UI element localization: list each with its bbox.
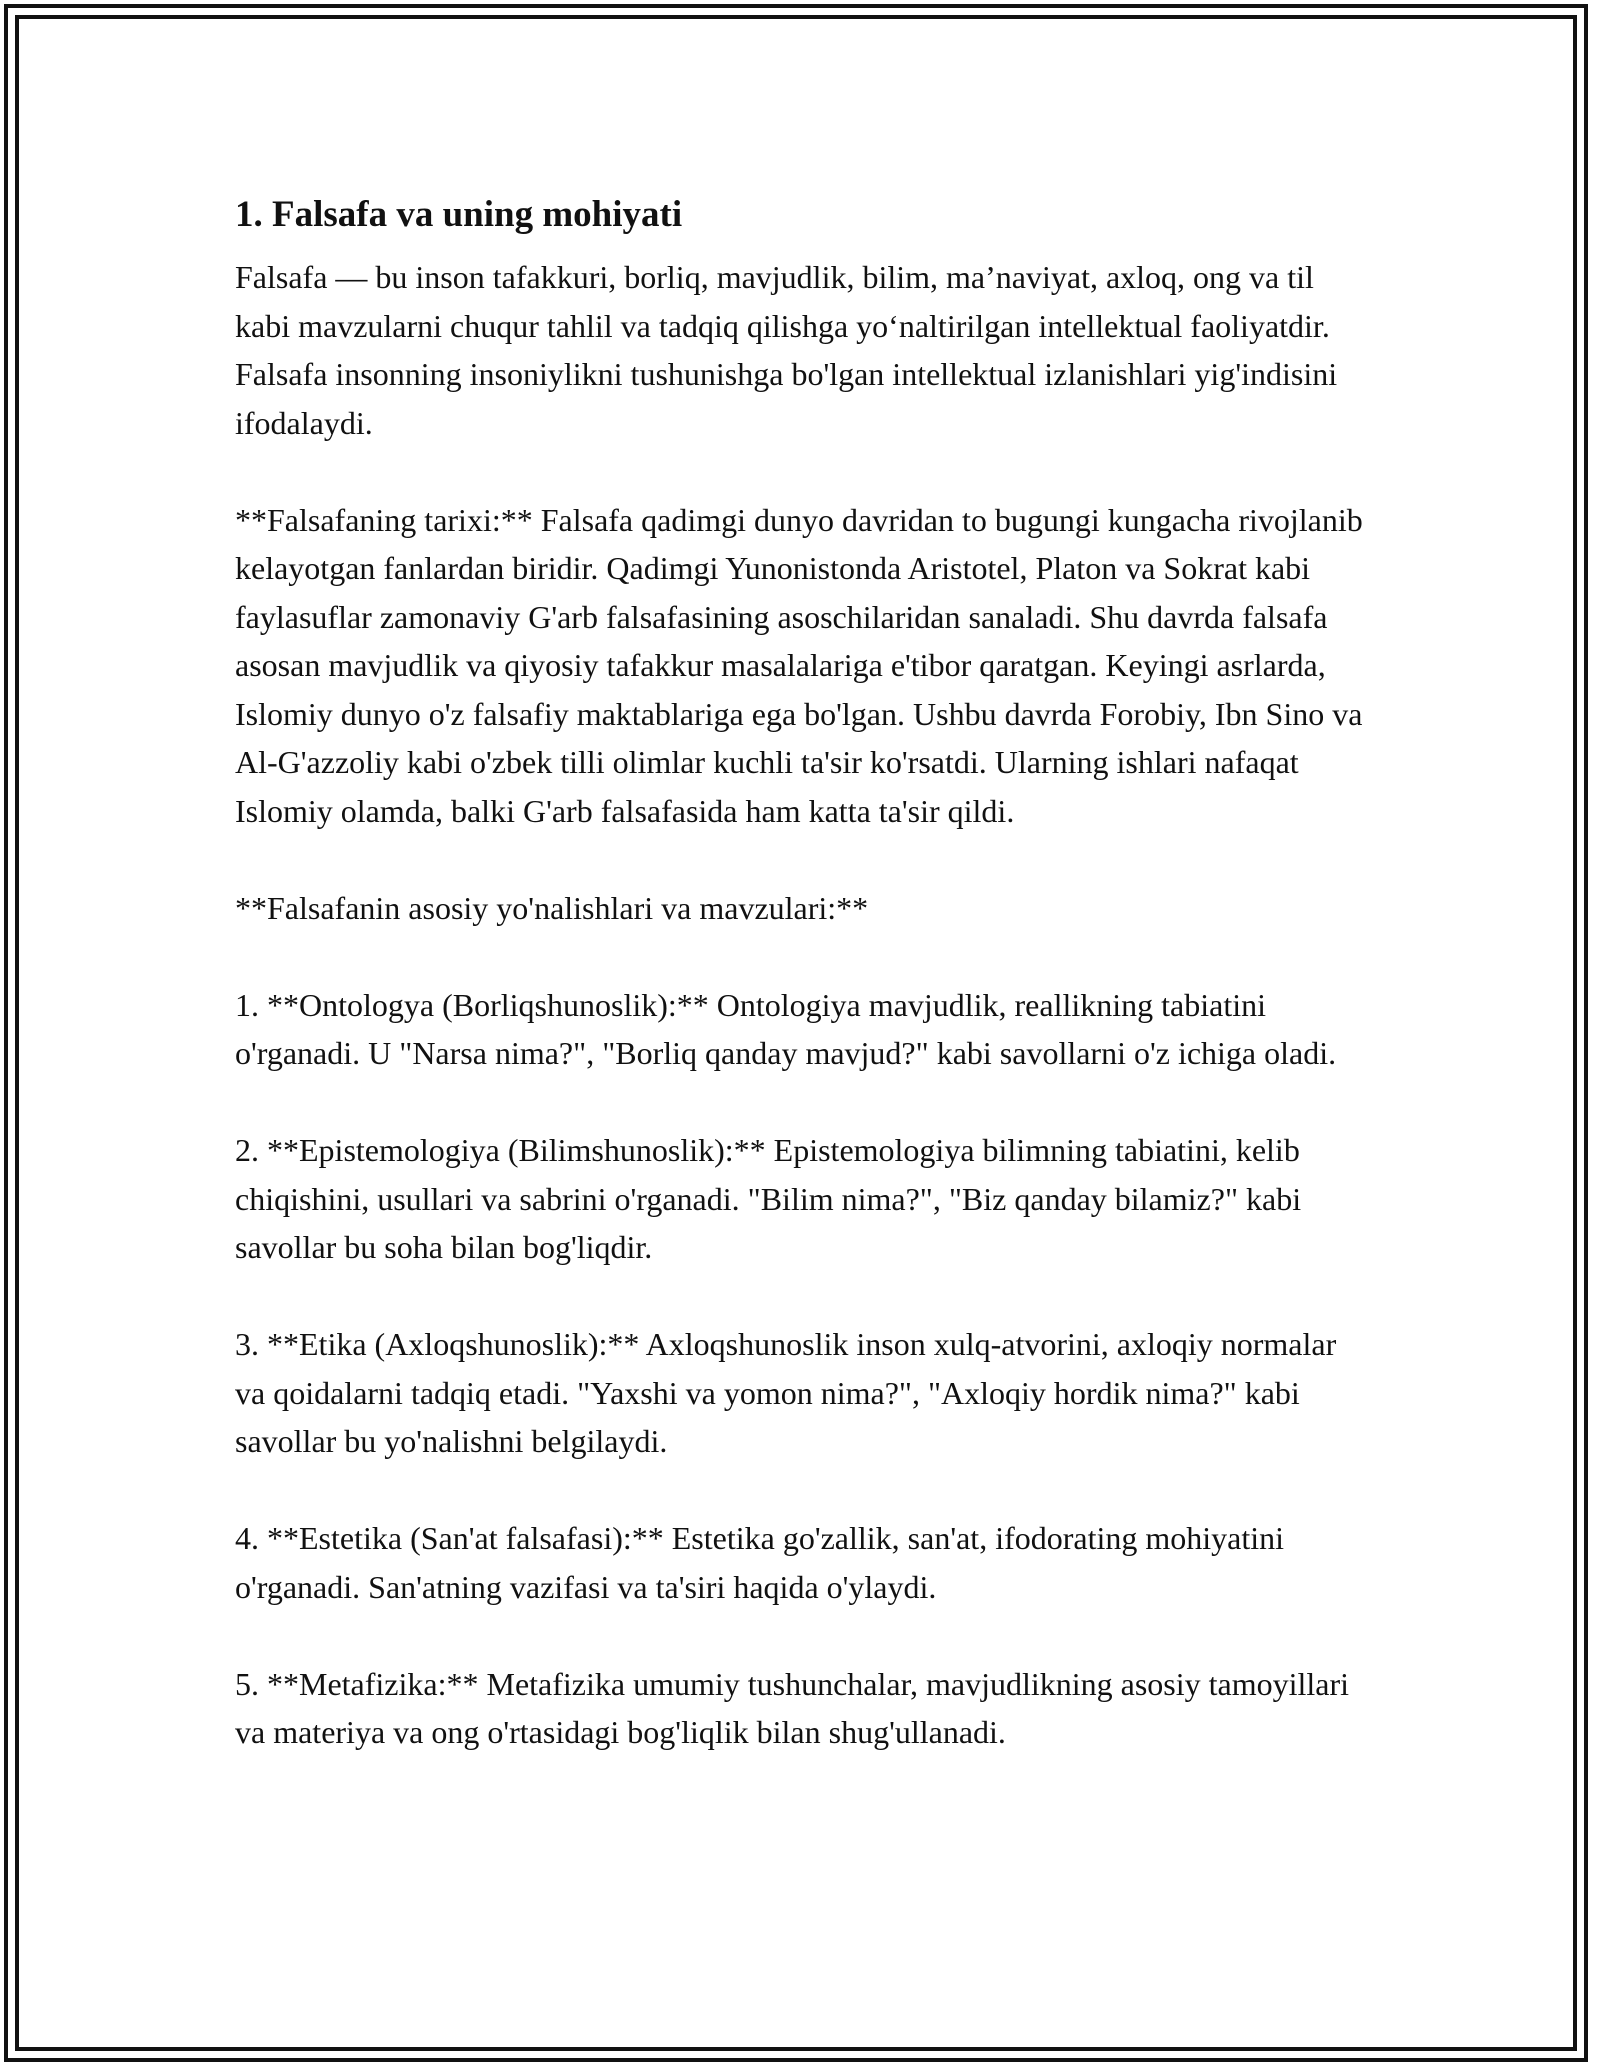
list-item-epistemology: 2. **Epistemologiya (Bilimshunoslik):** Epistemologiya bilimning tabiatini, kelib chiqishini, usullari va sabrini o'rganadi. "Bilim nima?", "Biz qanday bilamiz?" kabi savollar bu soha bilan bog'liqdir. [235, 1132, 1302, 1265]
document-body [235, 185, 1365, 1757]
list-item-ethics: 3. **Etika (Axloqshunoslik):** Axloqshunoslik inson xulq-atvorini, axloqiy normalar va qoidalarni tadqiq etadi. "Yaxshi va yomon nima?", "Axloqiy hordik nima?" kabi savollar bu yo'nalishni belgilaydi. [235, 1326, 1337, 1459]
list-item-ontology: 1. **Ontologya (Borliqshunoslik):** Ontologiya mavjudlik, reallikning tabiatini o'rganadi. U "Narsa nima?", "Borliq qanday mavjud?" kabi savollarni o'z ichiga oladi. [235, 986, 1337, 1071]
section-heading: 1. Falsafa va uning mohiyati [235, 194, 683, 235]
branches-heading-paragraph: **Falsafanin asosiy yo'nalishlari va mavzulari:** [235, 889, 869, 926]
list-item-aesthetics: 4. **Estetika (San'at falsafasi):** Estetika go'zallik, san'at, ifodorating mohiyatini o'rganadi. San'atning vazifasi va ta'siri haqida o'ylaydi. [235, 1520, 1285, 1605]
intro-paragraph: Falsafa — bu inson tafakkuri, borliq, mavjudlik, bilim, ma’naviyat, axloq, ong va til kabi mavzularni chuqur tahlil va tadqiq qilishga yo‘naltirilgan intellektual faoliyatdir. Falsafa insonning insoniylikni tushunishga bo'lgan intellektual izlanishlari yig'indisini ifodalaydi. [235, 259, 1338, 441]
history-paragraph: **Falsafaning tarixi:** Falsafa qadimgi dunyo davridan to bugungi kungacha rivojlanib kelayotgan fanlardan biridir. Qadimgi Yunonistonda Aristotel, Platon va Sokrat kabi faylasuflar zamonaviy G'arb falsafasining asoschilaridan sanaladi. Shu davrda falsafa asosan mavjudlik va qiyosiy tafakkur masalalariga e'tibor qaratgan. Keyingi asrlarda, Islomiy dunyo o'z falsafiy maktablariga ega bo'lgan. Ushbu davrda Forobiy, Ibn Sino va Al-G'azzoliy kabi o'zbek tilli olimlar kuchli ta'sir ko'rsatdi. Ularning ishlari nafaqat Islomiy olamda, balki G'arb falsafasida ham katta ta'sir qildi. [235, 501, 1363, 829]
list-item-metaphysics: 5. **Metafizika:** Metafizika umumiy tushunchalar, mavjudlikning asosiy tamoyillari va materiya va ong o'rtasidagi bog'liqlik bilan shug'ullanadi. [235, 1665, 1350, 1750]
